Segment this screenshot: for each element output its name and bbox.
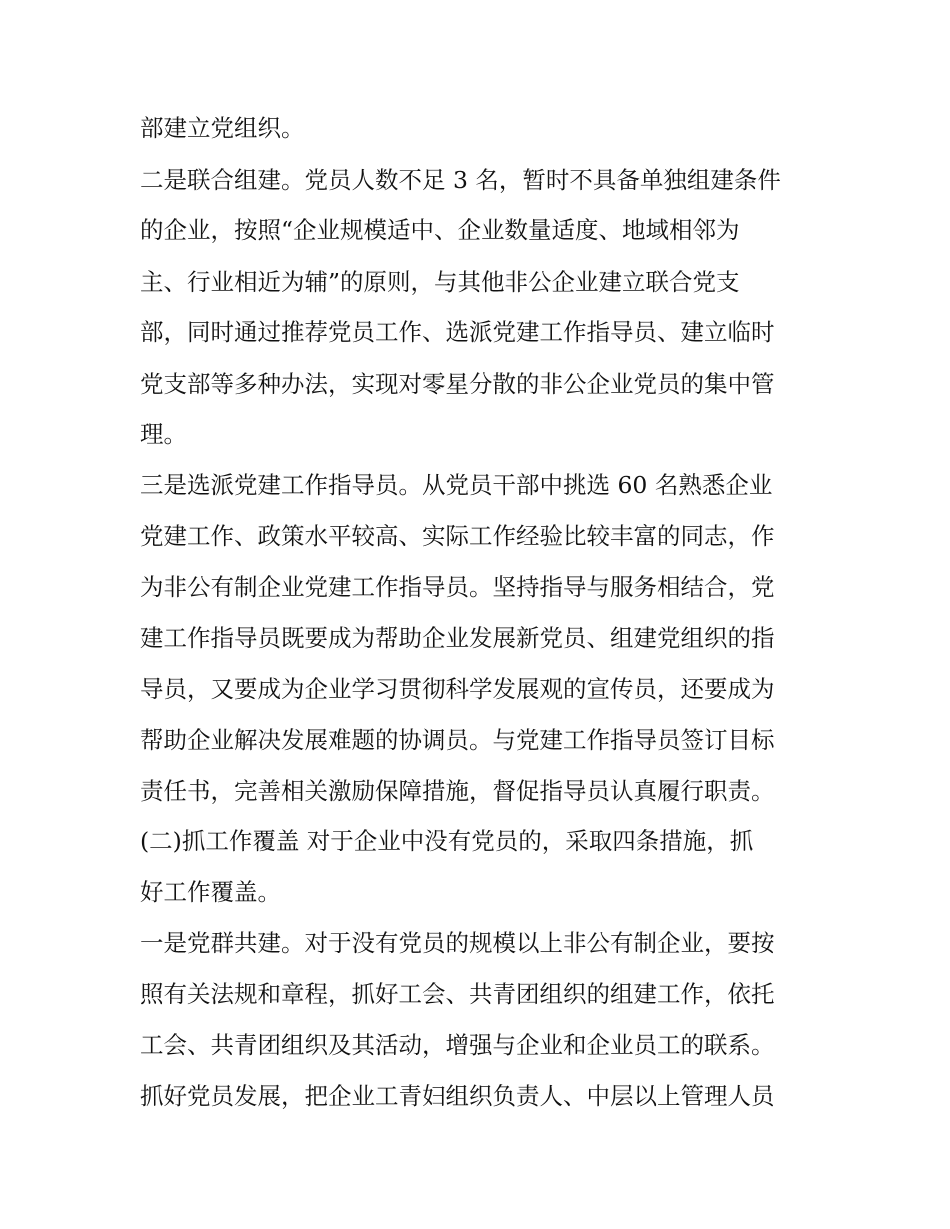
text-line: 好工作覆盖。 xyxy=(140,878,281,906)
text-line: 责任书，完善相关激励保障措施，督促指导员认真履行职责。 xyxy=(140,777,775,805)
text-line: 二是联合组建。党员人数不足 3 名，暂时不具备单独组建条件 xyxy=(140,166,781,194)
text-line: 一是党群共建。对于没有党员的规模以上非公有制企业，要按 xyxy=(140,929,775,957)
text-line: 党建工作、政策水平较高、实际工作经验比较丰富的同志，作 xyxy=(140,522,775,550)
text-line: (二)抓工作覆盖 对于企业中没有党员的，采取四条措施，抓 xyxy=(140,827,754,855)
text-line: 的企业，按照“企业规模适中、企业数量适度、地域相邻为 xyxy=(140,216,740,244)
text-line: 理。 xyxy=(140,420,187,448)
text-line: 照有关法规和章程，抓好工会、共青团组织的组建工作，依托 xyxy=(140,980,775,1008)
text-line: 工会、共青团组织及其活动，增强与企业和企业员工的联系。 xyxy=(140,1031,775,1059)
text-line: 为非公有制企业党建工作指导员。坚持指导与服务相结合，党 xyxy=(140,573,775,601)
text-line: 党支部等多种办法，实现对零星分散的非公企业党员的集中管 xyxy=(140,370,775,398)
text-line: 建工作指导员既要成为帮助企业发展新党员、组建党组织的指 xyxy=(140,624,775,652)
text-line: 抓好党员发展，把企业工青妇组织负责人、中层以上管理人员 xyxy=(140,1082,775,1110)
text-line: 部建立党组织。 xyxy=(140,114,305,142)
text-line: 三是选派党建工作指导员。从党员干部中挑选 60 名熟悉企业 xyxy=(140,471,773,499)
text-line: 导员，又要成为企业学习贯彻科学发展观的宣传员，还要成为 xyxy=(140,675,775,703)
text-line: 帮助企业解决发展难题的协调员。与党建工作指导员签订目标 xyxy=(140,726,775,754)
text-line: 部，同时通过推荐党员工作、选派党建工作指导员、建立临时 xyxy=(140,318,775,346)
text-line: 主、行业相近为辅”的原则，与其他非公企业建立联合党支 xyxy=(140,268,740,296)
